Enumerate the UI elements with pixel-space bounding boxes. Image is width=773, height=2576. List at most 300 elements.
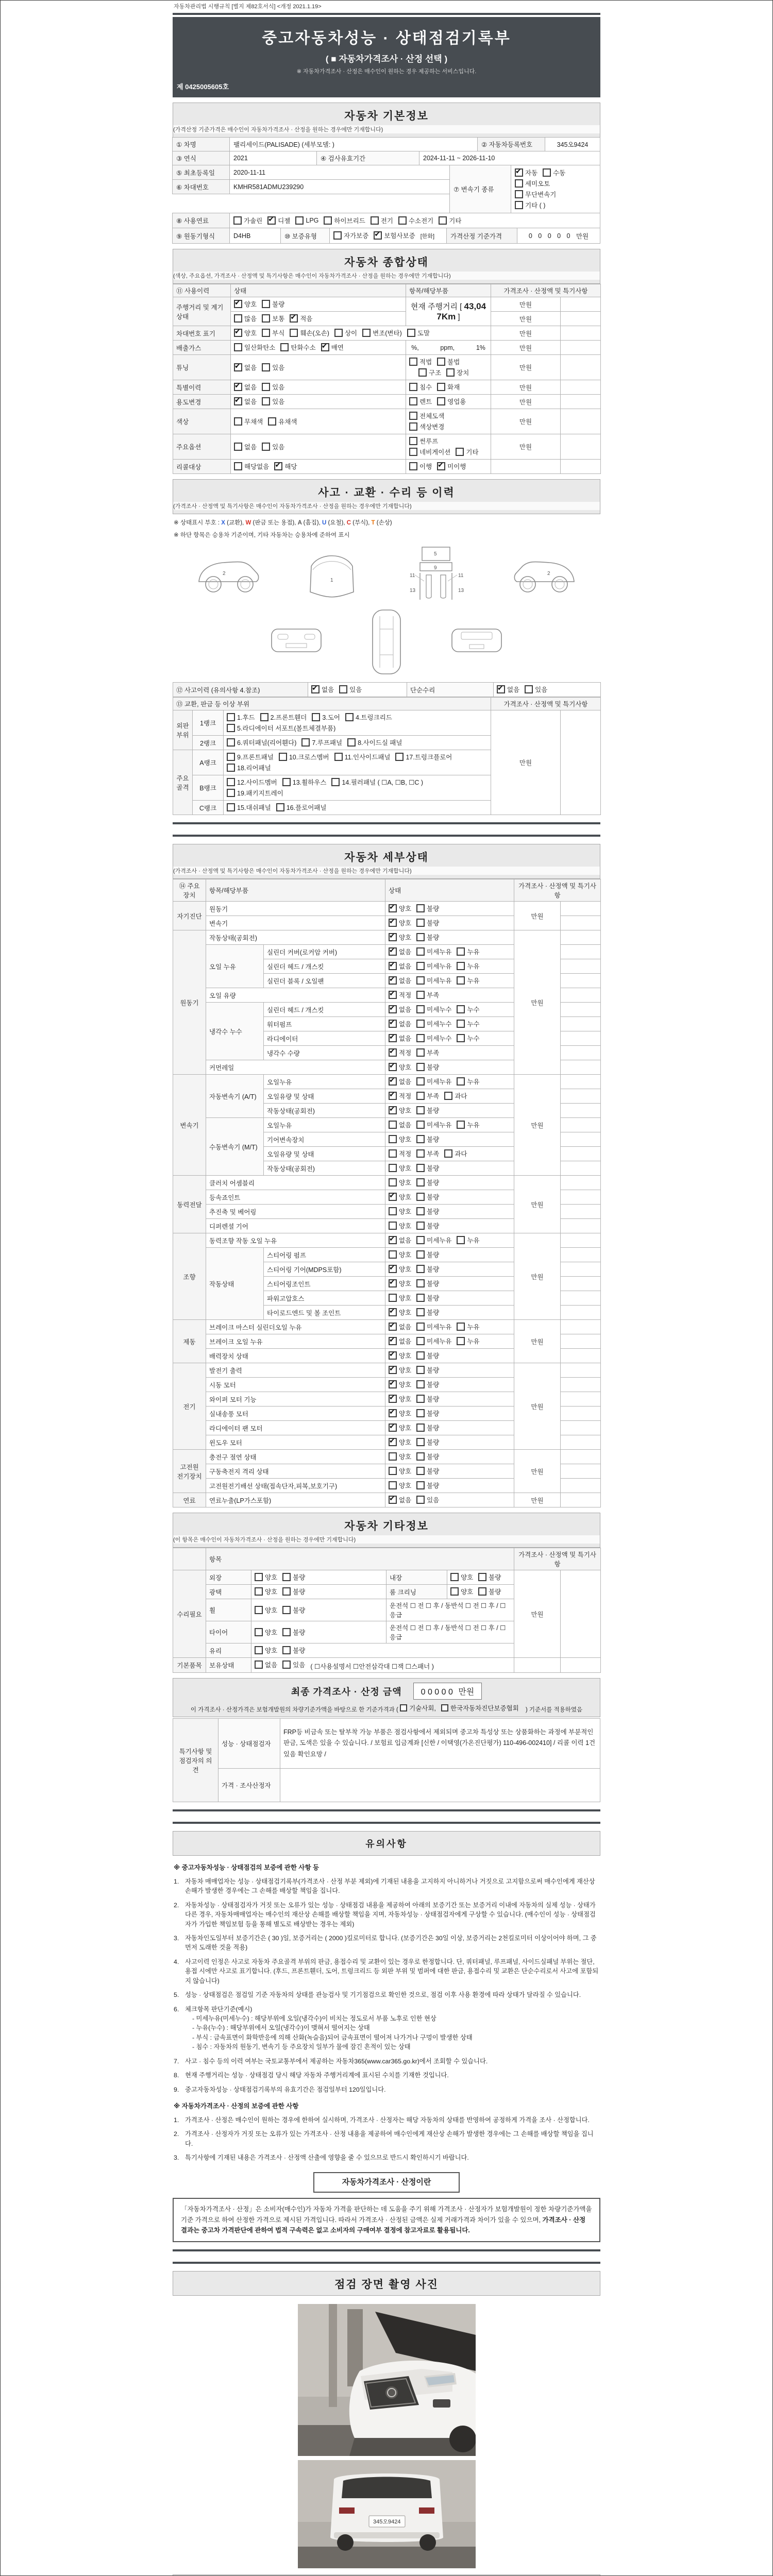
checkbox-무단변속기[interactable]: [515, 190, 556, 199]
checkbox-label: 하이브리드: [334, 217, 365, 225]
checkbox-불량[interactable]: [416, 1264, 439, 1274]
checkbox-없음[interactable]: [389, 976, 411, 985]
checkbox-미세누유[interactable]: [416, 961, 451, 971]
checkbox-2.프론트휀더[interactable]: [260, 713, 307, 722]
checkbox-상이[interactable]: [334, 328, 357, 337]
checkbox-미세누유[interactable]: [416, 1120, 451, 1129]
checkbox-양호[interactable]: [389, 1279, 411, 1288]
checkbox-불량[interactable]: [416, 1192, 439, 1201]
checkbox-17.트렁크플로어[interactable]: [395, 752, 452, 761]
unchecked-checkbox-icon: [416, 1063, 425, 1071]
checkbox-일산화탄소[interactable]: [234, 343, 275, 352]
checkbox-없음[interactable]: [311, 685, 334, 694]
checkbox-수동[interactable]: [543, 168, 565, 177]
checkbox-없음[interactable]: [389, 1120, 411, 1129]
engine-type-label: ⑨ 원동기형식: [172, 228, 230, 244]
checkbox-하이브리드[interactable]: [324, 216, 365, 225]
checkbox-미세누유[interactable]: [416, 1235, 451, 1245]
checkbox-양호[interactable]: [389, 1221, 411, 1230]
checkbox-한국자동차진단보증협회[interactable]: [441, 1703, 519, 1713]
checkbox-label: 양호: [399, 1295, 412, 1302]
checkbox-있음[interactable]: [416, 1495, 439, 1504]
simple-repair-label: 단순수리: [407, 683, 494, 697]
vin-value: KMHR581ADMU239290: [229, 179, 450, 194]
checkbox-수소전기[interactable]: [398, 216, 433, 225]
checkbox-보험사보증[interactable]: [374, 231, 415, 240]
checkbox-label: 불량: [427, 1439, 440, 1446]
checkbox-불량[interactable]: [416, 1250, 439, 1259]
section-detail-state: [173, 844, 600, 879]
checkbox-불량[interactable]: [416, 1308, 439, 1317]
checkbox-렌트[interactable]: [409, 397, 432, 406]
top-divider: [173, 13, 600, 15]
checkbox-해당[interactable]: [274, 462, 297, 471]
table-row: 광택 양호 불량 룸 크리닝 양호 불량: [173, 1585, 601, 1599]
checkbox-불량[interactable]: [262, 299, 284, 309]
checkbox-label: 불량: [427, 1266, 440, 1273]
svg-text:13: 13: [458, 588, 464, 594]
checkbox-불량[interactable]: [416, 1365, 439, 1375]
checkbox-15.대쉬패널[interactable]: [227, 803, 271, 812]
unchecked-checkbox-icon: [260, 713, 268, 721]
checkbox-많음[interactable]: [234, 314, 257, 323]
state-symbol-legend: ※ 상태표시 부호 : X (교환), W (판금 또는 용접), A (흠집), U (요철), C (부식), T (손상): [174, 520, 392, 526]
unchecked-checkbox-icon: [389, 1452, 397, 1461]
checkbox-양호[interactable]: [389, 904, 411, 913]
unchecked-checkbox-icon: [416, 1337, 425, 1345]
checkbox-미이행[interactable]: [437, 462, 466, 471]
checkbox-양호[interactable]: [389, 1466, 411, 1476]
checkbox-적음[interactable]: [290, 314, 312, 323]
unchecked-checkbox-icon: [444, 1092, 452, 1100]
checkbox-14.필러패널 ( ☐A, ☐B, ☐C )[interactable]: [331, 777, 423, 787]
checkbox-label: 구조: [429, 369, 442, 377]
checkbox-label: 썬루프: [419, 438, 439, 445]
checkbox-적법[interactable]: [409, 357, 432, 366]
overall-state-table: [173, 284, 601, 474]
svg-text:1: 1: [330, 578, 333, 583]
unchecked-checkbox-icon: [416, 1366, 425, 1374]
checked-checkbox-icon: [389, 1193, 397, 1201]
checkbox-부족[interactable]: [416, 1091, 439, 1100]
unchecked-checkbox-icon: [416, 1092, 425, 1100]
checkbox-없음[interactable]: [389, 1336, 411, 1346]
checkbox-양호[interactable]: [450, 1572, 473, 1582]
checkbox-label: 미세누유: [427, 948, 452, 956]
checkbox-양호[interactable]: [389, 933, 411, 942]
checkbox-있음[interactable]: [262, 382, 284, 392]
checkbox-적정[interactable]: [389, 1149, 411, 1158]
checkbox-유채색[interactable]: [268, 417, 297, 426]
checkbox-label: 불량: [427, 920, 440, 927]
checkbox-디젤[interactable]: [267, 216, 290, 225]
checkbox-구조[interactable]: [418, 368, 441, 377]
checked-checkbox-icon: [389, 1380, 397, 1388]
checkbox-label: 누유: [467, 1237, 480, 1244]
checkbox-label: 7.루프패널: [312, 739, 343, 747]
checkbox-기술사회,[interactable]: [400, 1703, 436, 1713]
checkbox-불량[interactable]: [416, 1452, 439, 1461]
checkbox-불법[interactable]: [437, 357, 460, 366]
checkbox-label: 6.쿼터패널(리어휀다): [237, 739, 297, 747]
checkbox-있음[interactable]: [339, 685, 362, 694]
checkbox-label: 있음: [427, 1497, 440, 1504]
unchecked-checkbox-icon: [227, 738, 235, 747]
checkbox-불량[interactable]: [416, 1062, 439, 1072]
symbol-X: X (교환),: [221, 520, 246, 526]
checkbox-없음[interactable]: [389, 961, 411, 971]
checkbox-불량[interactable]: [416, 1423, 439, 1432]
overall-state-rows: [173, 284, 601, 474]
checkbox-없음[interactable]: [389, 1077, 411, 1086]
checkbox-불량[interactable]: [416, 1163, 439, 1173]
checkbox-불량[interactable]: [416, 904, 439, 913]
checkbox-없음[interactable]: [234, 397, 257, 406]
checkbox-11.인사이드패널[interactable]: [334, 752, 391, 761]
checkbox-양호[interactable]: [389, 1423, 411, 1432]
car-damage-diagrams: [173, 543, 600, 605]
first-reg-label: ⑤ 최초등록일: [172, 165, 230, 180]
checkbox-변조(변타)[interactable]: [362, 328, 402, 337]
checkbox-자가보증[interactable]: [333, 231, 368, 240]
checkbox-양호[interactable]: [389, 918, 411, 927]
checkbox-가솔린[interactable]: [233, 216, 262, 225]
detail-row: 고전원 전기장치 충전구 절연 상태 양호 불량 만원: [173, 1450, 601, 1464]
checkbox-불량[interactable]: [416, 1106, 439, 1115]
unchecked-checkbox-icon: [515, 190, 523, 198]
unchecked-checkbox-icon: [416, 1077, 425, 1086]
checkbox-불량[interactable]: [282, 1628, 305, 1637]
checkbox-12.사이드멤버[interactable]: [227, 777, 277, 787]
checkbox-16.플로어패널[interactable]: [276, 803, 327, 812]
checkbox-불량[interactable]: [416, 1380, 439, 1389]
checkbox-label: 적정: [399, 1093, 412, 1100]
checkbox-label: 기타 ( ): [525, 202, 546, 209]
checkbox-탄화수소[interactable]: [280, 343, 315, 352]
detail-row: 브레이크 오일 누유 ✔ 없음 미세누유 누유: [173, 1334, 601, 1349]
checkbox-과다[interactable]: [444, 1149, 467, 1158]
checkbox-10.크로스멤버[interactable]: [279, 752, 329, 761]
unchecked-checkbox-icon: [282, 1628, 291, 1636]
checkbox-누수[interactable]: [457, 1005, 479, 1014]
unchecked-checkbox-icon: [389, 1207, 397, 1215]
checkbox-보통[interactable]: [262, 314, 284, 323]
checkbox-색상변경[interactable]: [409, 422, 444, 431]
detail-row: 조향 동력조향 작동 오일 누유 ✔ 없음 미세누유 누유 만원: [173, 1233, 601, 1248]
checkbox-양호[interactable]: [389, 1308, 411, 1317]
checkbox-불량[interactable]: [416, 1207, 439, 1216]
checkbox-없음[interactable]: [255, 1660, 277, 1669]
unchecked-checkbox-icon: [416, 947, 425, 956]
checkbox-label: 불량: [427, 1453, 440, 1461]
checkbox-누유[interactable]: [457, 1120, 479, 1129]
checkbox-label: 불량: [489, 1574, 501, 1581]
checkbox-양호[interactable]: [234, 328, 257, 337]
unchecked-checkbox-icon: [334, 753, 343, 761]
notice-item: 5. 성능 · 상태점검은 점검일 기준 자동차의 상태를 관능검사 및 기기점검으로 확인한 것으로, 점검 이후 사용 환경에 따라 상태가 달라질 수 있습니다.: [174, 1991, 581, 1999]
checkbox-불량[interactable]: [478, 1587, 501, 1596]
checkbox-부족[interactable]: [416, 1048, 439, 1057]
checkbox-불량[interactable]: [416, 1481, 439, 1490]
warranty-options: [329, 228, 447, 244]
checkbox-양호[interactable]: [389, 1163, 411, 1173]
checkbox-없음[interactable]: [234, 442, 257, 451]
checkbox-불량[interactable]: [416, 1466, 439, 1476]
checkbox-label: 이행: [419, 463, 432, 470]
checkbox-없음[interactable]: [497, 685, 519, 694]
car-diagram-plan: [397, 543, 475, 605]
checkbox-누유[interactable]: [457, 1322, 479, 1331]
checkbox-4.트렁크리드[interactable]: [345, 713, 392, 722]
checkbox-부식[interactable]: [262, 328, 284, 337]
checkbox-9.프론트패널[interactable]: [227, 752, 274, 761]
unchecked-checkbox-icon: [416, 1048, 425, 1057]
checkbox-18.리어패널[interactable]: [227, 763, 271, 772]
checkbox-없음[interactable]: [389, 1019, 411, 1028]
checkbox-누유[interactable]: [457, 947, 479, 956]
checkbox-label: 없음: [399, 1338, 412, 1345]
unchecked-checkbox-icon: [515, 179, 523, 188]
checkbox-3.도어[interactable]: [312, 713, 340, 722]
checkbox-미세누유[interactable]: [416, 947, 451, 956]
checkbox-양호[interactable]: [389, 1351, 411, 1360]
unchecked-checkbox-icon: [457, 947, 465, 956]
checkbox-양호[interactable]: [389, 1394, 411, 1403]
checkbox-도말[interactable]: [407, 328, 430, 337]
checkbox-전기[interactable]: [371, 216, 393, 225]
checkbox-7.루프패널[interactable]: [301, 738, 342, 747]
checkbox-label: 양호: [399, 1266, 412, 1273]
unchecked-checkbox-icon: [478, 1587, 486, 1596]
checkbox-적정[interactable]: [389, 1048, 411, 1057]
checkbox-누수[interactable]: [457, 1019, 479, 1028]
section-title: 자동차 기본정보: [344, 110, 429, 122]
checkbox-양호[interactable]: [389, 1293, 411, 1302]
checkbox-화재[interactable]: [437, 382, 460, 392]
page-title: 중고자동차성능 · 상태점검기록부: [262, 30, 511, 47]
unchecked-checkbox-icon: [444, 1149, 452, 1158]
checkbox-미세누수[interactable]: [416, 1005, 451, 1014]
checkbox-해당없음[interactable]: [234, 462, 269, 471]
checkbox-양호[interactable]: [389, 1250, 411, 1259]
unchecked-checkbox-icon: [457, 1005, 465, 1013]
checkbox-있음[interactable]: [262, 363, 284, 372]
checked-checkbox-icon: [234, 383, 242, 391]
checkbox-label: 8.사이드실 패널: [358, 739, 402, 747]
car-damage-diagrams-bottom: [173, 606, 600, 678]
checkbox-불량[interactable]: [416, 1134, 439, 1144]
checkbox-없음[interactable]: [389, 1322, 411, 1331]
checkbox-양호[interactable]: [234, 299, 257, 309]
checkbox-label: 불량: [427, 1396, 440, 1403]
checkbox-있음[interactable]: [525, 685, 547, 694]
other-header-empty: [173, 1548, 206, 1570]
checkbox-1.후드[interactable]: [227, 713, 255, 722]
checkbox-양호[interactable]: [255, 1587, 277, 1596]
checkbox-적정[interactable]: [389, 1091, 411, 1100]
checkbox-미세누수[interactable]: [416, 1019, 451, 1028]
checkbox-양호[interactable]: [389, 1207, 411, 1216]
symbol-A: A (흠집),: [297, 520, 322, 526]
checkbox-불량[interactable]: [416, 1409, 439, 1418]
checkbox-매연[interactable]: [321, 343, 344, 352]
detail-row: 라디에이터 ✔ 없음 미세누수 누수: [173, 1031, 601, 1046]
checkbox-기타[interactable]: [439, 216, 461, 225]
detail-row: 와이퍼 모터 기능 ✔ 양호 불량: [173, 1392, 601, 1406]
checkbox-있음[interactable]: [262, 442, 284, 451]
section-subtitle: (가격조사 · 산정액 및 특기사항은 매수인이 자동차가격조사 · 산정을 원하는 경우에만 기재합니다): [173, 502, 600, 510]
checkbox-label: 과다: [455, 1150, 467, 1158]
checkbox-label: 불량: [427, 1223, 440, 1230]
checkbox-없음[interactable]: [234, 363, 257, 372]
checkbox-label: 부족: [427, 1150, 440, 1158]
checkbox-썬루프[interactable]: [409, 436, 438, 446]
checkbox-불량[interactable]: [416, 933, 439, 942]
notice-item: 1. 자동차 매매업자는 성능 · 상태점검기록부(가격조사 · 산정 부분 제외)에 기재된 내용을 고지하지 아니하거나 거짓으로 고지함으로써 매수인에게 재산상 손해가 발생한 경우에는 그 손해를 배상할 책임을 집니다.: [174, 1877, 595, 1895]
checkbox-양호[interactable]: [389, 1365, 411, 1375]
checkbox-양호[interactable]: [389, 1106, 411, 1115]
checkbox-양호[interactable]: [255, 1605, 277, 1615]
checkbox-있음[interactable]: [282, 1660, 305, 1669]
checkbox-무채색[interactable]: [234, 417, 263, 426]
unchecked-checkbox-icon: [416, 1236, 425, 1244]
checkbox-기타[interactable]: [456, 447, 478, 456]
checkbox-장치[interactable]: [446, 368, 469, 377]
checkbox-불량[interactable]: [282, 1646, 305, 1655]
checkbox-과다[interactable]: [444, 1091, 467, 1100]
unchecked-checkbox-icon: [416, 1294, 425, 1302]
checkbox-label: 양호: [399, 1367, 412, 1374]
checkbox-label: 양호: [399, 1280, 412, 1287]
checkbox-양호[interactable]: [255, 1572, 277, 1582]
checkbox-13.휠하우스[interactable]: [282, 777, 327, 787]
checked-checkbox-icon: [234, 329, 242, 337]
checkbox-미세누유[interactable]: [416, 1077, 451, 1086]
checkbox-전체도색[interactable]: [409, 411, 444, 420]
checkbox-네비게이션[interactable]: [409, 447, 450, 456]
checkbox-없음[interactable]: [389, 1005, 411, 1014]
checkbox-불량[interactable]: [416, 1178, 439, 1187]
checkbox-5.라디에이터 서포트(볼트체결부품)[interactable]: [227, 723, 335, 733]
checkbox-불량[interactable]: [282, 1587, 305, 1596]
checkbox-19.패키지트레이[interactable]: [227, 788, 283, 798]
checkbox-label: 부족: [427, 1093, 440, 1100]
checkbox-미세누유[interactable]: [416, 976, 451, 985]
checkbox-없음[interactable]: [389, 1495, 411, 1504]
checkbox-양호[interactable]: [389, 1178, 411, 1187]
checkbox-양호[interactable]: [389, 1481, 411, 1490]
checkbox-있음[interactable]: [262, 397, 284, 406]
checked-checkbox-icon: [389, 947, 397, 956]
checkbox-세미오토[interactable]: [515, 179, 550, 188]
checkbox-label: 미세누수: [427, 1006, 452, 1013]
checkbox-없음[interactable]: [389, 1033, 411, 1043]
checkbox-label: 양호: [265, 1647, 278, 1654]
checked-checkbox-icon: [389, 1092, 397, 1100]
checkbox-훼손(오손)[interactable]: [290, 328, 329, 337]
detail-row: 오일 유량 ✔ 적정 부족: [173, 988, 601, 1003]
checkbox-불량[interactable]: [416, 1293, 439, 1302]
unchecked-checkbox-icon: [255, 1628, 263, 1636]
checkbox-양호[interactable]: [255, 1628, 277, 1637]
checkbox-기타 ( )[interactable]: [515, 200, 545, 210]
checkbox-양호[interactable]: [389, 1264, 411, 1274]
unchecked-checkbox-icon: [262, 314, 270, 323]
checkbox-양호[interactable]: [389, 1134, 411, 1144]
inspector-opinion-table: [173, 1718, 600, 1802]
checked-checkbox-icon: [389, 1077, 397, 1086]
section-subtitle: (가격조사 · 산정액 및 특기사항은 매수인이 자동차가격조사 · 산정을 원하는 경우에만 기재합니다): [173, 867, 600, 875]
checkbox-양호[interactable]: [389, 1437, 411, 1447]
checkbox-누유[interactable]: [457, 1077, 479, 1086]
notice-item: 9. 중고자동차성능 · 상태점검기록부의 유효기간은 점검일부터 120일입니다.: [174, 2086, 386, 2093]
checkbox-부족[interactable]: [416, 1149, 439, 1158]
table-row: 리콜대상 해당없음 ✔ 해당 이행 ✔ 미이행: [173, 460, 601, 474]
checkbox-누유[interactable]: [457, 976, 479, 985]
unchecked-checkbox-icon: [409, 358, 417, 366]
checkbox-불량[interactable]: [282, 1605, 305, 1615]
checkbox-양호[interactable]: [389, 1192, 411, 1201]
checked-checkbox-icon: [389, 1020, 397, 1028]
checkbox-불량[interactable]: [416, 1394, 439, 1403]
checkbox-양호[interactable]: [389, 1062, 411, 1072]
checkbox-8.사이드실 패널[interactable]: [347, 738, 402, 747]
unchecked-checkbox-icon: [478, 1573, 486, 1581]
unchecked-checkbox-icon: [416, 1005, 425, 1013]
checkbox-자동[interactable]: [515, 168, 537, 177]
checkbox-양호[interactable]: [389, 1452, 411, 1461]
checkbox-이행[interactable]: [409, 462, 432, 471]
checked-checkbox-icon: [389, 1063, 397, 1071]
checkbox-미세누수[interactable]: [416, 1033, 451, 1043]
checkbox-누유[interactable]: [457, 961, 479, 971]
checkbox-불량[interactable]: [478, 1572, 501, 1582]
checkbox-누유[interactable]: [457, 1336, 479, 1346]
checkbox-없음[interactable]: [234, 382, 257, 392]
checkbox-label: 기타: [449, 217, 462, 225]
checkbox-불량[interactable]: [416, 918, 439, 927]
checkbox-불량[interactable]: [416, 1351, 439, 1360]
checkbox-양호[interactable]: [450, 1587, 473, 1596]
checkbox-LPG[interactable]: [295, 216, 318, 225]
checkbox-미세누유[interactable]: [416, 1322, 451, 1331]
checkbox-없음[interactable]: [389, 947, 411, 956]
checkbox-불량[interactable]: [416, 1437, 439, 1447]
checkbox-양호[interactable]: [389, 1380, 411, 1389]
unchecked-checkbox-icon: [416, 1452, 425, 1461]
checkbox-누유[interactable]: [457, 1235, 479, 1245]
checkbox-없음[interactable]: [389, 1235, 411, 1245]
checkbox-양호[interactable]: [389, 1409, 411, 1418]
checkbox-적정[interactable]: [389, 990, 411, 999]
checkbox-label: 1.후드: [237, 714, 255, 721]
checkbox-불량[interactable]: [416, 1279, 439, 1288]
checkbox-label: 적법: [419, 359, 432, 366]
checkbox-불량[interactable]: [282, 1572, 305, 1582]
detail-row: 오일 누유 실린더 커버(로커암 커버) ✔ 없음 미세누유 누유: [173, 945, 601, 959]
checkbox-6.쿼터패널(리어휀다)[interactable]: [227, 738, 296, 747]
checkbox-부족[interactable]: [416, 990, 439, 999]
notice-item: 2. 가격조사 · 산정자가 거짓 또는 오류가 있는 가격조사 · 산정 내용을 제공하여 매수인에게 재산상 손해가 발생한 경우에는 그 손해를 배상할 책임을 집니다.: [174, 2130, 594, 2147]
checkbox-누수[interactable]: [457, 1033, 479, 1043]
checkbox-미세누유[interactable]: [416, 1336, 451, 1346]
checkbox-양호[interactable]: [255, 1646, 277, 1655]
checkbox-영업용[interactable]: [437, 397, 466, 406]
unchecked-checkbox-icon: [389, 1149, 397, 1158]
checkbox-불량[interactable]: [416, 1221, 439, 1230]
unchecked-checkbox-icon: [450, 1587, 459, 1596]
checkbox-침수[interactable]: [409, 382, 432, 392]
